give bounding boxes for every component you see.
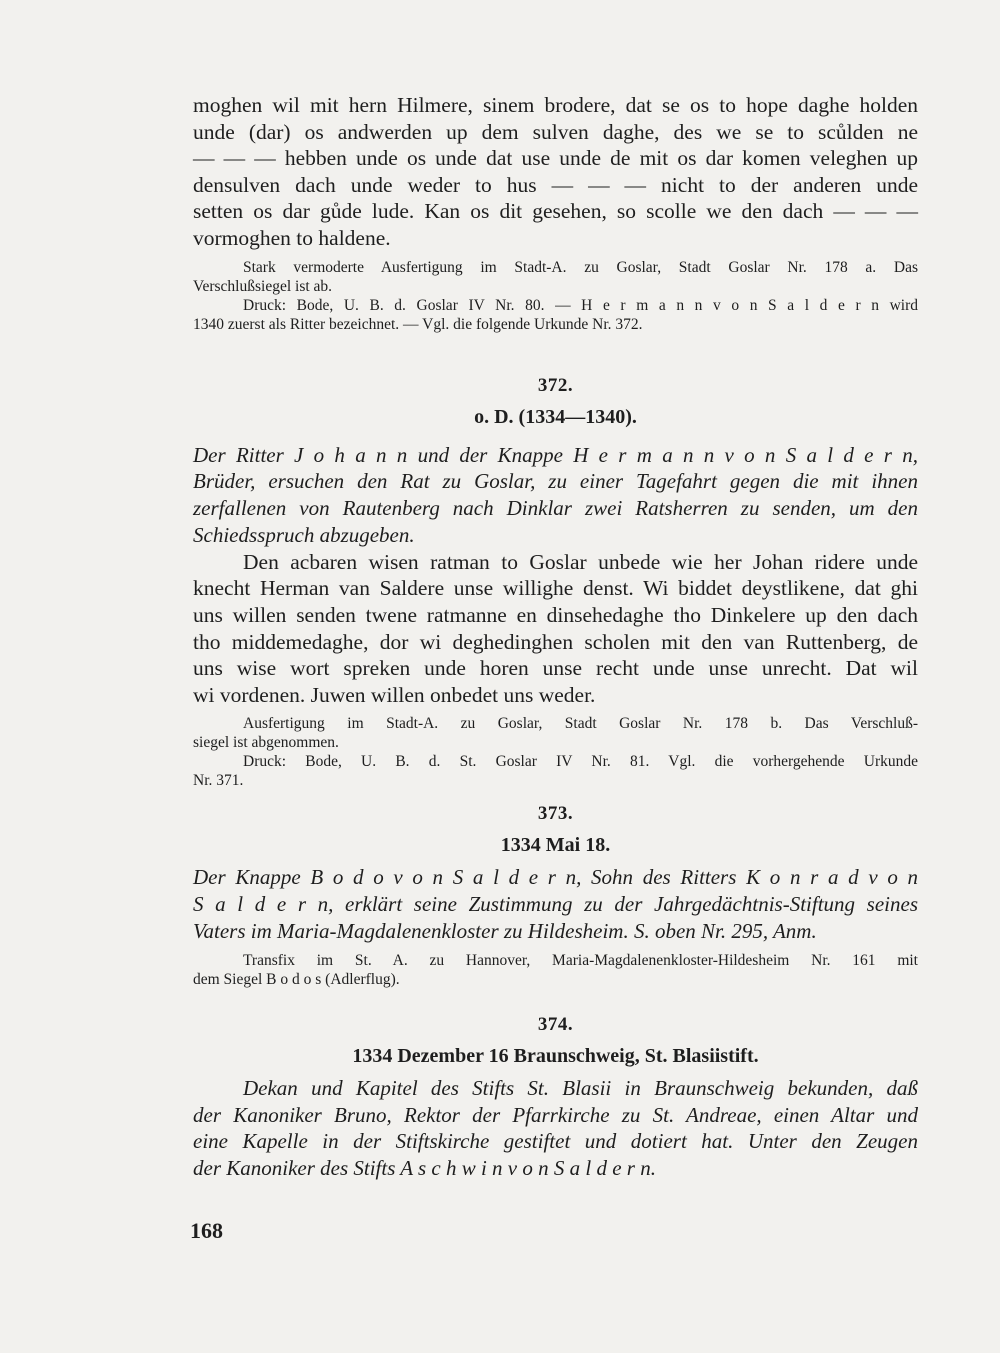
text-line: knecht Herman van Saldere unse willighe denst. Wi biddet deystlikene, dat ghi: [193, 576, 918, 601]
text-line: wi vordenen. Juwen willen onbedet uns weder.: [193, 682, 596, 707]
summary-line: Dekan und Kapitel des Stifts St. Blasii in Braunschweig bekunden, daß: [243, 1075, 918, 1100]
summary-line: zerfallenen von Rautenberg nach Dinklar zwei Ratsherren zu senden, um den: [193, 496, 918, 521]
summary-line: eine Kapelle in der Stiftskirche gestiftet und dotiert hat. Unter den Zeugen: [193, 1129, 918, 1154]
summary-line: der Kanoniker des Stifts A s c h w i n v o n S a l d e r n.: [193, 1156, 656, 1181]
document-summary: [193, 442, 918, 549]
print-note: [193, 296, 918, 334]
source-note: [193, 258, 918, 296]
print-note: [193, 752, 918, 790]
text-line: vormoghen to haldene.: [193, 225, 391, 250]
note-line: dem Siegel B o d o s (Adlerflug).: [193, 970, 400, 988]
intro-text: [193, 92, 918, 252]
note-line: Druck: Bode, U. B. d. Goslar IV Nr. 80. — H e r m a n n v o n S a l d e r n wird: [243, 296, 918, 314]
text-line: unde (dar) os andwerden up dem sulven daghe, des we se to scůlden ne: [193, 119, 918, 144]
summary-line: S a l d e r n, erklärt seine Zustimmung zu der Jahrgedächtnis-Stiftung seines: [193, 892, 918, 917]
summary-line: Vaters im Maria-Magdalenenkloster zu Hildesheim. S. oben Nr. 295, Anm.: [193, 918, 817, 943]
document-summary: [193, 864, 918, 944]
note-line: Ausfertigung im Stadt-A. zu Goslar, Stadt Goslar Nr. 178 b. Das Verschluß-: [243, 715, 918, 733]
note-line: siegel ist abgenommen.: [193, 734, 339, 752]
document-date: o. D. (1334—1340).: [474, 405, 637, 428]
document-summary: [193, 1075, 918, 1182]
summary-line: Der Ritter J o h a n n und der Knappe H e r m a n n v o n S a l d e r n,: [193, 442, 918, 467]
source-note: [193, 951, 918, 989]
summary-line: Brüder, ersuchen den Rat zu Goslar, zu einer Tagefahrt gegen die mit ihnen: [193, 469, 918, 494]
text-line: — — — hebben unde os unde dat use unde de mit os dar komen veleghen up: [193, 146, 918, 171]
note-line: 1340 zuerst als Ritter bezeichnet. — Vgl. die folgende Urkunde Nr. 372.: [193, 315, 643, 333]
text-line: uns wise wort spreken unde horen unse recht unde unse unrecht. Dat wil: [193, 656, 918, 681]
summary-line: der Kanoniker Bruno, Rektor der Pfarrkirche zu St. Andreae, einen Altar und: [193, 1102, 918, 1127]
document-date: 1334 Mai 18.: [500, 834, 611, 857]
note-line: Druck: Bode, U. B. d. St. Goslar IV Nr. 81. Vgl. die vorhergehende Urkunde: [243, 753, 918, 771]
text-line: moghen wil mit hern Hilmere, sinem brodere, dat se os to hope daghe holden: [193, 93, 918, 117]
page-number: 168: [190, 1218, 223, 1243]
summary-line: Der Knappe B o d o v o n S a l d e r n, Sohn des Ritters K o n r a d v o n: [193, 865, 918, 890]
document-number: 374.: [537, 1013, 574, 1035]
source-note: [193, 714, 918, 752]
text-line: Den acbaren wisen ratman to Goslar unbede wie her Johan ridere unde: [243, 549, 918, 574]
document-date: 1334 Dezember 16 Braunschweig, St. Blasiistift.: [352, 1044, 759, 1067]
summary-line: Schiedsspruch abzugeben.: [193, 522, 415, 547]
note-line: Transfix im St. A. zu Hannover, Maria-Magdalenenkloster-Hildesheim Nr. 161 mit: [243, 951, 918, 969]
note-line: Nr. 371.: [193, 772, 244, 790]
document-text: [193, 549, 918, 709]
text-line: tho middemedaghe, dor wi deghedinghen scholen mit den van Ruttenberg, de: [193, 629, 918, 654]
text-line: setten os dar gůde lude. Kan os dit gesehen, so scolle we den dach — — —: [193, 199, 918, 224]
text-line: densulven dach unde weder to hus — — — nicht to der anderen unde: [193, 172, 918, 197]
text-line: uns willen senden twene ratmanne en dinsehedaghe tho Dinkelere up den dach: [193, 602, 918, 627]
note-line: Verschlußsiegel ist ab.: [193, 277, 333, 295]
document-number: 372.: [537, 374, 574, 396]
document-number: 373.: [537, 803, 574, 825]
note-line: Stark vermoderte Ausfertigung im Stadt-A. zu Goslar, Stadt Goslar Nr. 178 a. Das: [243, 258, 918, 276]
